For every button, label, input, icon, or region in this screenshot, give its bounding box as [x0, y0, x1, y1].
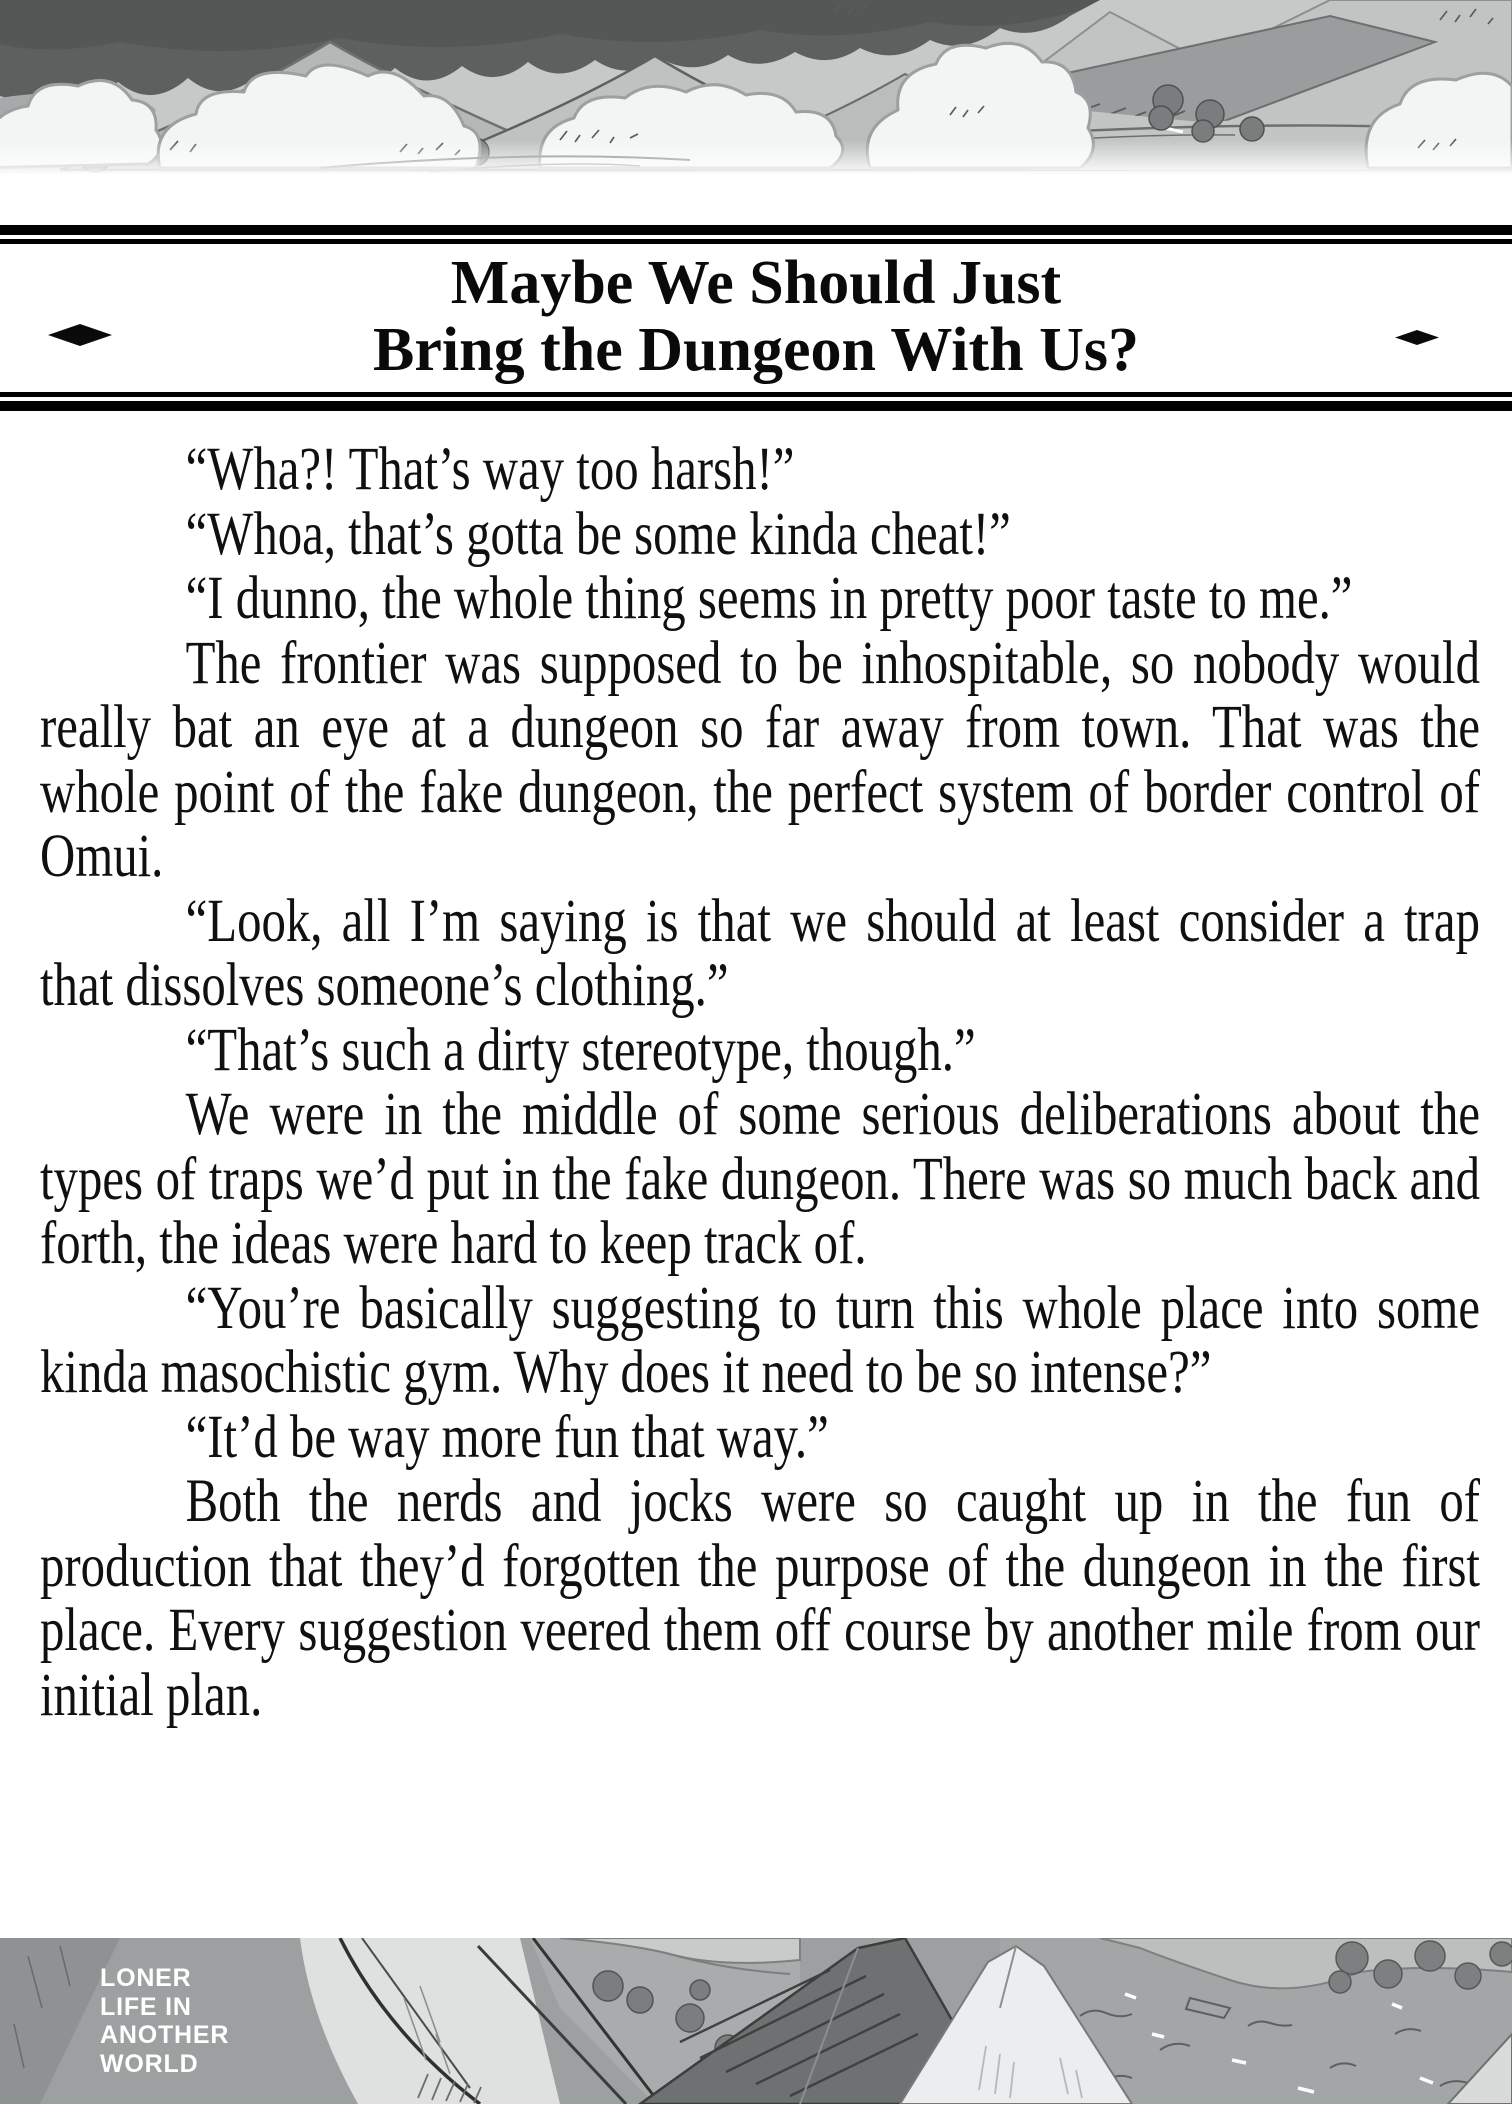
logo-line: WORLD: [100, 2049, 199, 2078]
diamond-icon: [48, 324, 112, 346]
logo-line: LONER: [100, 1964, 192, 1992]
paragraph: “Whoa, that’s gotta be some kinda cheat!”: [185, 500, 1011, 568]
title-area: [0, 244, 1512, 392]
bottom-rule-thick: [0, 401, 1512, 411]
logo-line: LIFE IN: [100, 1992, 192, 2021]
body-text: [40, 438, 1480, 1728]
series-logo: [100, 1964, 229, 2078]
paragraph: “Wha?! That’s way too harsh!”: [185, 436, 795, 503]
diamond-icon: [1395, 330, 1439, 345]
top-rule-thick: [0, 225, 1512, 235]
title-line-2: Bring the Dungeon With Us?: [373, 316, 1139, 384]
paragraph: “You’re basically suggesting to turn this whole place into some kinda masochistic gym. Why does it need to be so intense?”: [40, 1274, 1481, 1406]
paragraph: “Look, all I’m saying is that we should at least consider a trap that dissolves someone’s clothing.”: [40, 887, 1481, 1019]
paragraph: “I dunno, the whole thing seems in pretty poor taste to me.”: [185, 565, 1353, 632]
paragraph: Both the nerds and jocks were so caught up in the fun of production that they’d forgotten the purpose of the dungeon in the first place. Every suggestion veered them off course by another mile from our initial plan.: [40, 1468, 1481, 1729]
paragraph: We were in the middle of some serious deliberations about the types of traps we’d put in the fake dungeon. There was so much back and forth, the ideas were hard to keep track of.: [40, 1081, 1481, 1277]
header-illustration: [0, 0, 1512, 200]
paragraph: “It’d be way more fun that way.”: [185, 1403, 829, 1471]
title-line-1: Maybe We Should Just: [450, 249, 1062, 317]
logo-line: ANOTHER: [100, 2021, 230, 2049]
page-title: [0, 244, 1512, 384]
paragraph: The frontier was supposed to be inhospitable, so nobody would really bat an eye at a dungeon so far away from town. That was the whole point of the fake dungeon, the perfect system of border control of Omui.: [40, 629, 1481, 890]
paragraph: “That’s such a dirty stereotype, though.”: [185, 1016, 976, 1084]
chapter-header: [0, 225, 1512, 411]
